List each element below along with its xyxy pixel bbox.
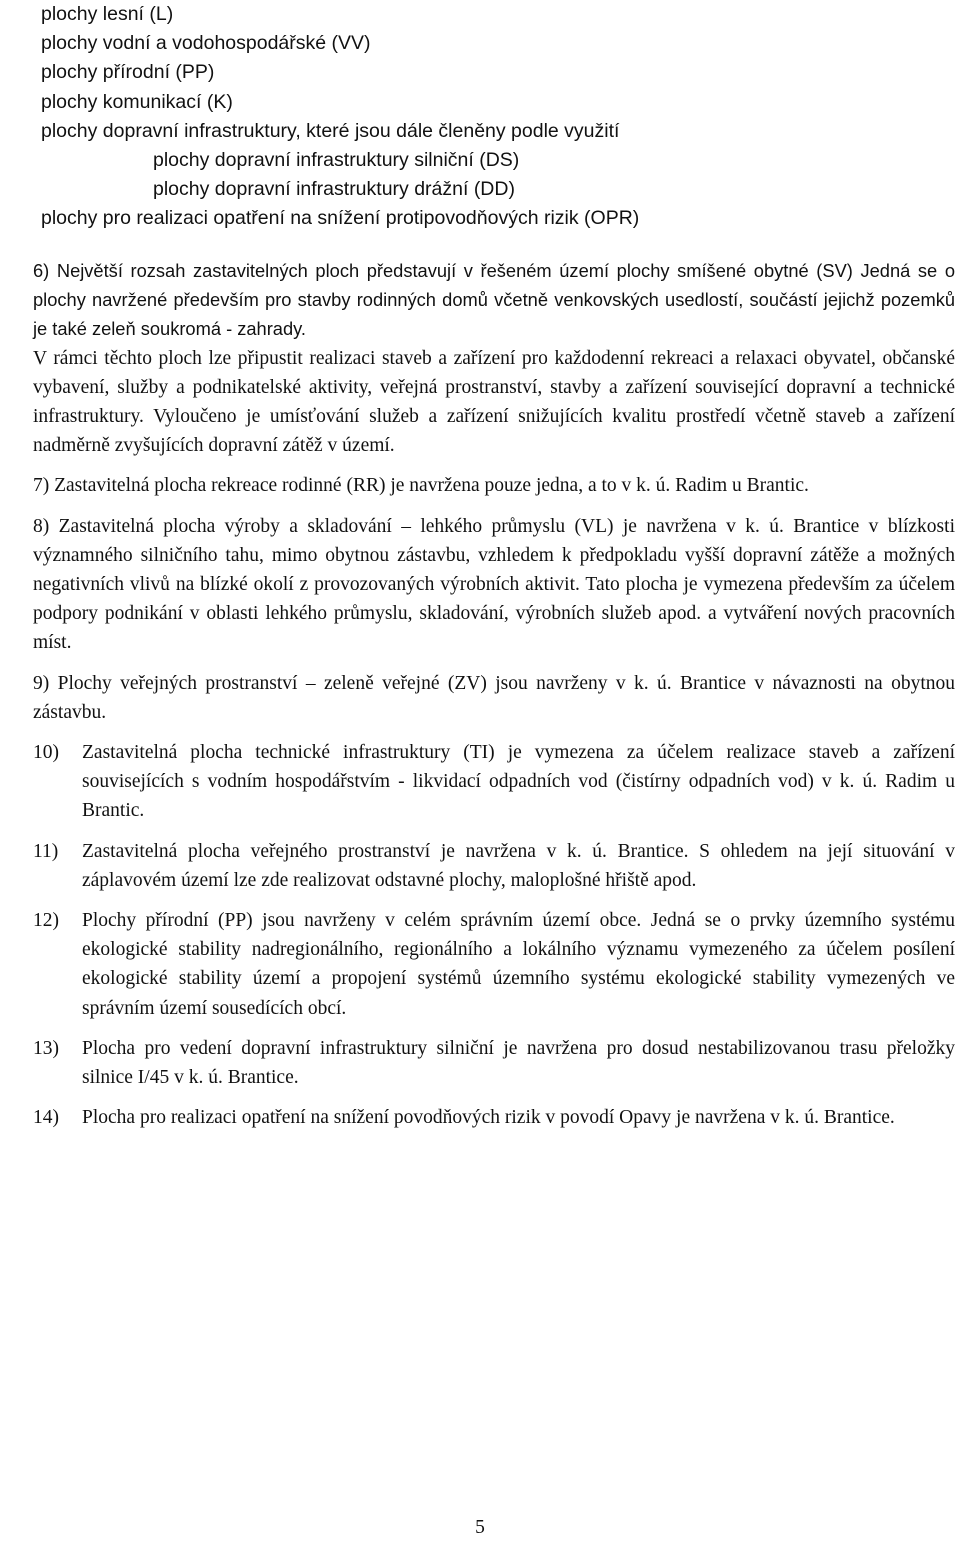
numbered-paragraphs bbox=[33, 256, 955, 1143]
paragraph-9 bbox=[33, 669, 955, 727]
paragraph-text: Plocha pro vedení dopravní infrastruktury silniční je navržena pro dosud nestabilizovanou trasu přeložky silnice I/45 v k. ú. Brantice. bbox=[82, 1037, 955, 1089]
paragraph-number: 12) bbox=[33, 910, 59, 932]
list-item: plochy lesní (L) bbox=[41, 3, 174, 25]
paragraph-text: Zastavitelná plocha technické infrastruktury (TI) je vymezena za účelem realizace staveb a zařízení souvisejících s vodním hospodářstvím - likvidací odpadních vod (čistírny odpadních vod) v k. ú. Radim u Brantic. bbox=[82, 742, 955, 822]
list-item: plochy vodní a vodohospodářské (VV) bbox=[41, 32, 371, 55]
list-item: plochy komunikací (K) bbox=[41, 90, 233, 113]
paragraph-number: 13) bbox=[33, 1037, 59, 1059]
paragraph-number: 14) bbox=[33, 1107, 59, 1129]
paragraph-text: 9) Plochy veřejných prostranství – zeleně veřejné (ZV) jsou navrženy v k. ú. Brantice v návaznosti na obytnou zástavbu. bbox=[33, 672, 955, 723]
page-number: 5 bbox=[475, 1517, 485, 1538]
list-item: plochy pro realizaci opatření na snížení protipovodňových rizik (OPR) bbox=[41, 207, 640, 230]
paragraph-13 bbox=[33, 1034, 955, 1092]
paragraph-14 bbox=[33, 1103, 955, 1132]
land-use-list bbox=[41, 0, 921, 234]
paragraph-8 bbox=[33, 512, 955, 658]
paragraph-text: Plochy přírodní (PP) jsou navrženy v celém správním území obce. Jedná se o prvky územního systému ekologické stability nadregionálního, regionálního a lokálního významu vymezeného za účelem posílení ekologické stability území a propojení systémů územního systému ekologické stability vymezených ve správním území sousedících obcí. bbox=[82, 910, 955, 1019]
paragraph-number: 10) bbox=[33, 742, 59, 764]
paragraph-6-continued bbox=[33, 344, 955, 461]
paragraph-text: Plocha pro realizaci opatření na snížení povodňových rizik v povodí Opavy je navržena v k. ú. Brantice. bbox=[82, 1107, 895, 1129]
paragraph-6 bbox=[33, 256, 955, 344]
paragraph-text: 7) Zastavitelná plocha rekreace rodinné (RR) je navržena pouze jedna, a to v k. ú. Radim u Brantic. bbox=[33, 475, 809, 497]
paragraph-text: V rámci těchto ploch lze připustit realizaci staveb a zařízení pro každodenní rekreaci a relaxaci obyvatel, občanské vybavení, služby a podnikatelské aktivity, veřejná prostranství, stavby a zařízení související dopravní a technické infrastruktury. Vyloučeno je umísťování služeb a zařízení snižujících kvalitu prostředí včetně staveb a zařízení nadměrně zvyšujících dopravní zátěž v území. bbox=[33, 347, 955, 457]
paragraph-number: 11) bbox=[33, 840, 59, 862]
paragraph-11 bbox=[33, 837, 955, 895]
list-subitem: plochy dopravní infrastruktury silniční (DS) bbox=[153, 149, 520, 172]
paragraph-text: Zastavitelná plocha veřejného prostranství je navržena v k. ú. Brantice. S ohledem na její situování v záplavovém území lze zde realizovat odstavné plochy, maloplošné hřiště apod. bbox=[82, 840, 955, 891]
paragraph-text: 6) Největší rozsah zastavitelných ploch představují v řešeném území plochy smíšené obytné (SV) Jedná se o plochy navržené především pro stavby rodinných domů včetně venkovských usedlostí, součástí jejichž pozemků je také zeleň soukromá - zahrady. bbox=[33, 260, 955, 340]
paragraph-12 bbox=[33, 906, 955, 1023]
paragraph-10 bbox=[33, 738, 955, 826]
list-subitem: plochy dopravní infrastruktury drážní (DD) bbox=[153, 178, 515, 201]
paragraph-7 bbox=[33, 471, 955, 500]
paragraph-text: 8) Zastavitelná plocha výroby a skladování – lehkého průmyslu (VL) je navržena v k. ú. Brantice v blízkosti významného silničního tahu, mimo obytnou zástavbu, vzhledem k předpokladu vyšší dopravní zátěže a možných negativních vlivů na blízké okolí z provozovaných výrobních aktivit. Tato plocha je vymezena především za účelem podpory podnikání v oblasti lehkého průmyslu, skladování, výrobních služeb apod. a vytváření nových pracovních míst. bbox=[33, 515, 955, 654]
list-item: plochy přírodní (PP) bbox=[41, 61, 215, 84]
list-item: plochy dopravní infrastruktury, které jsou dále členěny podle využití bbox=[41, 119, 620, 142]
